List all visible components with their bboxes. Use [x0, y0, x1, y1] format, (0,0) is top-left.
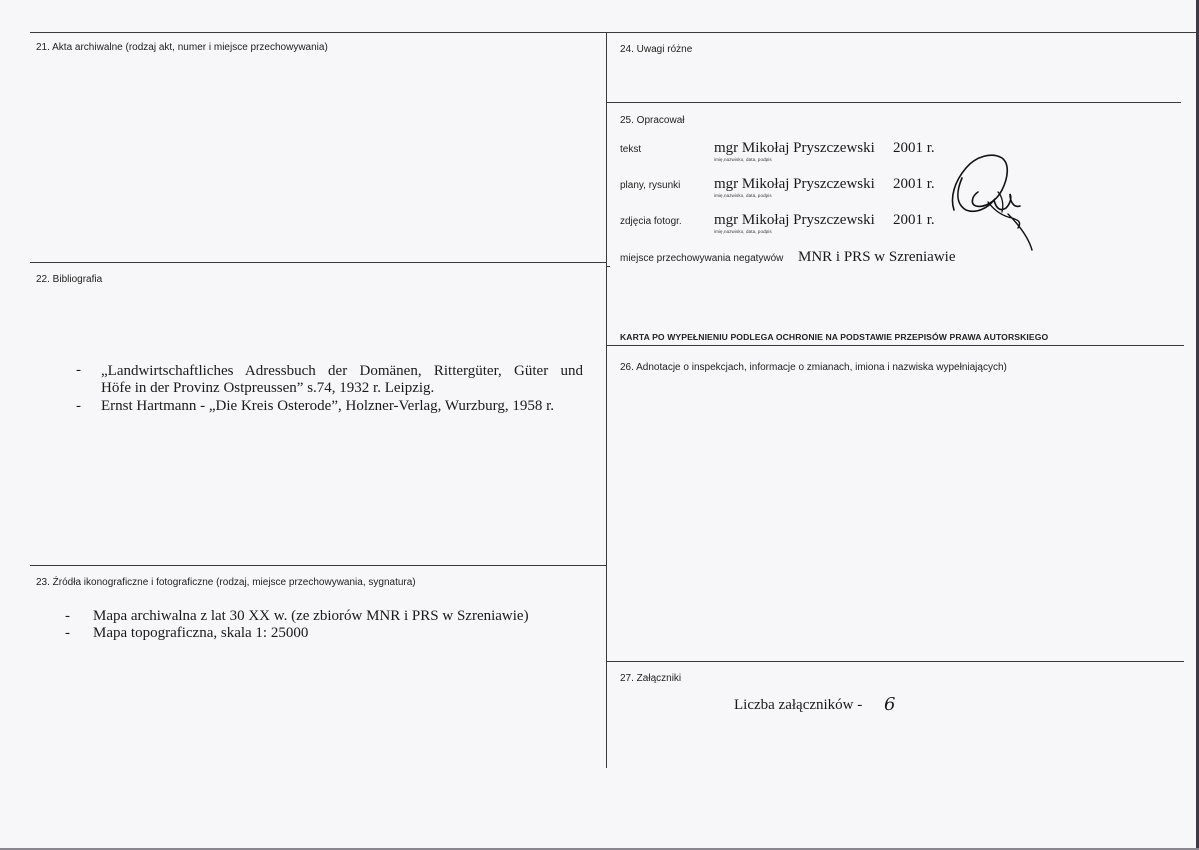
section-27-label: 27. Załączniki — [620, 673, 682, 684]
author-row-3-field: zdjęcia fotogr. — [620, 216, 682, 227]
rule-right-21-22 — [606, 266, 610, 267]
bullet-dash: - — [65, 608, 70, 624]
negatives-location-value: MNR i PRS w Szreniawie — [798, 249, 956, 265]
source-item-1: Mapa archiwalna z lat 30 XX w. (ze zbiorów MNR i PRS w Szreniawie) — [93, 608, 529, 624]
author-row-2-hint: imię,nazwisko, data, podpis — [714, 193, 772, 198]
author-row-2-name: mgr Mikołaj Pryszczewski — [714, 176, 875, 192]
copyright-notice: KARTA PO WYPEŁNIENIU PODLEGA OCHRONIE NA PODSTAWIE PRZEPISÓW PRAWA AUTORSKIEGO — [620, 332, 1049, 342]
bullet-dash: - — [76, 362, 81, 378]
rule-left-22-23 — [30, 565, 606, 566]
section-21-label: 21. Akta archiwalne (rodzaj akt, numer i miejsce przechowywania) — [36, 42, 328, 53]
author-row-1-year: 2001 r. — [893, 140, 935, 156]
attachments-count-label: Liczba załączników - — [734, 697, 863, 713]
attachments-count-value: 6 — [884, 694, 896, 715]
bibliography-item-2: Ernst Hartmann - „Die Kreis Osterode”, Holzner-Verlag, Wurzburg, 1958 r. — [101, 398, 554, 414]
author-row-1-field: tekst — [620, 144, 642, 155]
bibliography-item-1-line-1: „Landwirtschaftliches Adressbuch der Domänen, Rittergüter, Güter und — [101, 363, 583, 379]
author-row-3-hint: imię,nazwisko, data, podpis — [714, 229, 772, 234]
rule-right-25-26 — [606, 345, 1184, 346]
author-row-1-hint: imię,nazwisko, data, podpis — [714, 157, 772, 162]
author-row-1-name: mgr Mikołaj Pryszczewski — [714, 140, 875, 156]
author-row-2-year: 2001 r. — [893, 176, 935, 192]
bullet-dash: - — [76, 398, 81, 414]
handwritten-signature — [948, 148, 1038, 258]
negatives-location-label: miejsce przechowywania negatywów — [620, 253, 784, 264]
bibliography-item-1-line-2: Höfe in der Provinz Ostpreussen” s.74, 1932 r. Leipzig. — [101, 380, 435, 396]
author-row-2-field: plany, rysunki — [620, 180, 681, 191]
section-26-label: 26. Adnotacje o inspekcjach, informacje o zmianach, imiona i nazwiska wypełniających) — [620, 362, 1007, 373]
rule-right-24-25 — [606, 102, 1181, 103]
section-24-label: 24. Uwagi różne — [620, 44, 693, 55]
bullet-dash: - — [65, 625, 70, 641]
section-25-label: 25. Opracował — [620, 115, 685, 126]
author-row-3-name: mgr Mikołaj Pryszczewski — [714, 212, 875, 228]
rule-right-26-27 — [606, 661, 1184, 662]
source-item-2: Mapa topograficzna, skala 1: 25000 — [93, 625, 309, 641]
author-row-3-year: 2001 r. — [893, 212, 935, 228]
section-22-label: 22. Bibliografia — [36, 274, 103, 285]
top-rule — [30, 32, 1199, 33]
rule-left-21-22 — [30, 262, 606, 263]
section-23-label: 23. Źródła ikonograficzne i fotograficzne (rodzaj, miejsce przechowywania, sygnatura) — [36, 577, 416, 588]
center-divider — [606, 32, 607, 768]
